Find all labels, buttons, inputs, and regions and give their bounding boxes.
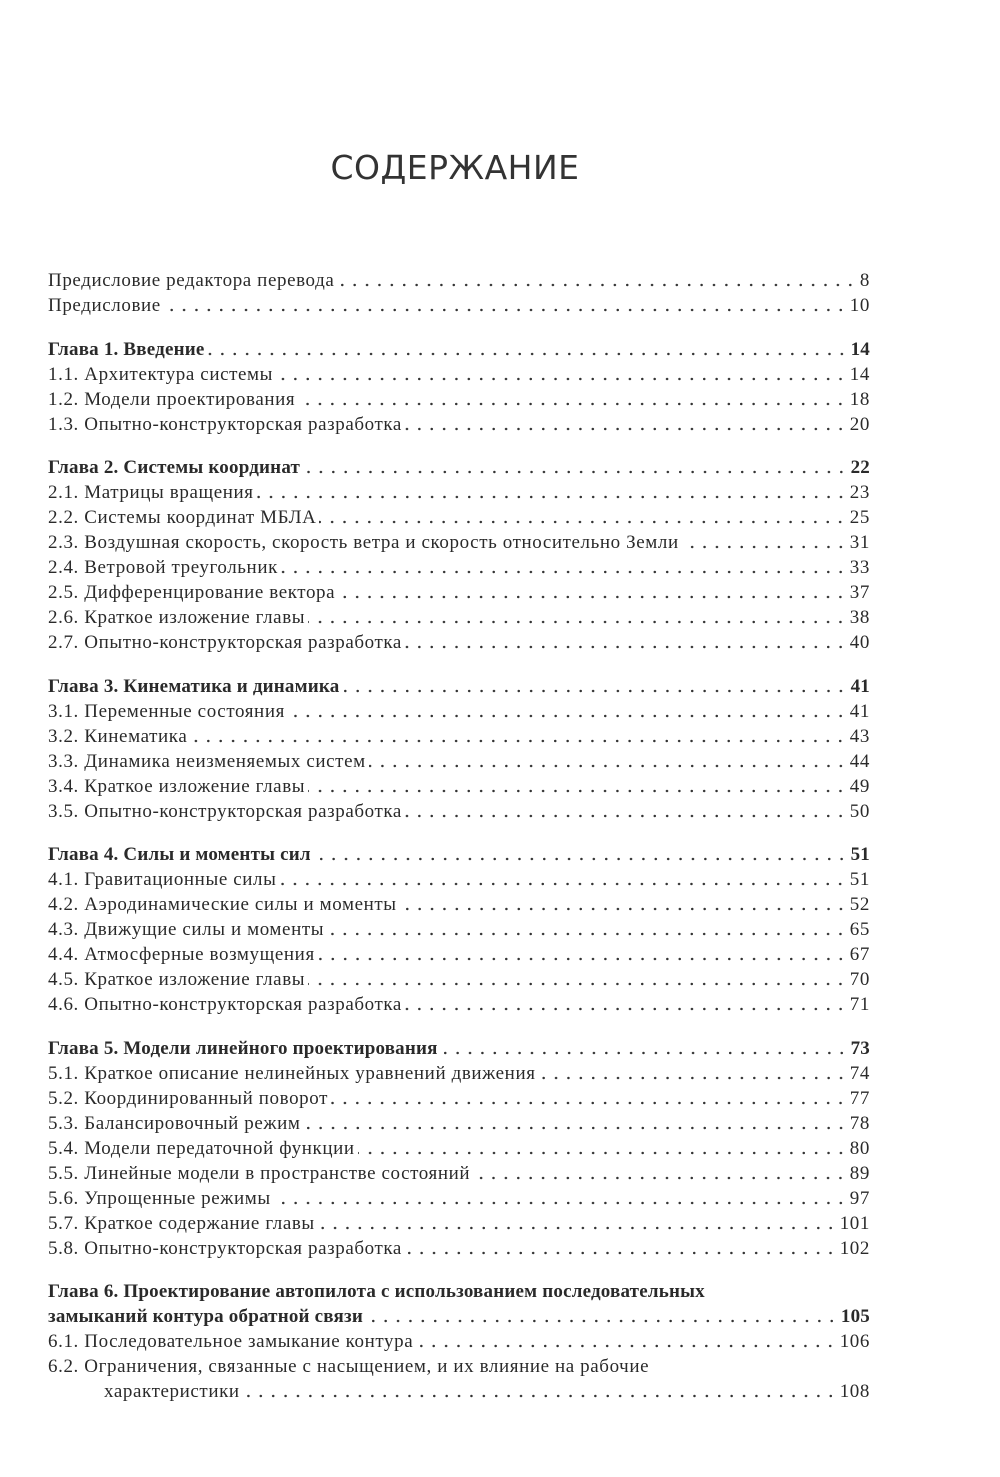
toc-entry <box>48 1329 870 1354</box>
toc-entry <box>48 630 870 655</box>
entry-title: 5.6. Упрощенные режимы <box>48 1187 271 1209</box>
toc-entry <box>48 293 870 318</box>
toc-entry <box>48 724 870 749</box>
page-number: 8 <box>859 270 870 291</box>
toc-entry <box>48 992 870 1017</box>
dot-leader <box>314 857 848 861</box>
entry-title: 2.6. Краткое изложение главы <box>48 607 306 628</box>
page-number: 23 <box>849 482 870 503</box>
entry-title: 4.4. Атмосферные возмущения <box>48 944 315 965</box>
toc-chapter-entry <box>48 1304 870 1329</box>
toc-entry <box>48 605 870 630</box>
toc-entry <box>48 774 870 799</box>
entry-title: 2.1. Матрицы вращения <box>48 482 254 503</box>
page-number: 51 <box>850 844 870 865</box>
page-number: 77 <box>849 1087 870 1109</box>
dot-leader <box>682 545 847 549</box>
entry-title: 2.3. Воздушная скорость, скорость ветра и скорость относительно Земли <box>48 532 679 553</box>
toc-group <box>48 1279 870 1404</box>
entry-title: Глава 6. Проектирование автопилота с использованием последовательных <box>48 1281 705 1302</box>
entry-title: 6.1. Последовательное замыкание контура <box>48 1331 414 1352</box>
page-number: 74 <box>849 1062 870 1084</box>
entry-title: Глава 1. Введение <box>48 338 205 360</box>
entry-title: 2.5. Дифференцирование вектора <box>48 582 336 603</box>
toc-chapter-entry <box>48 337 870 362</box>
dot-leader <box>308 982 847 986</box>
dot-leader <box>400 907 847 911</box>
page-number: 31 <box>849 532 870 553</box>
page-title: СОДЕРЖАНИЕ <box>330 148 580 187</box>
page-number: 20 <box>849 413 870 435</box>
dot-leader <box>308 620 847 624</box>
toc-entry <box>48 480 870 505</box>
page-number: 37 <box>849 582 870 603</box>
toc-entry <box>48 1061 870 1086</box>
toc-entry <box>48 1161 870 1186</box>
page-number: 78 <box>849 1112 870 1134</box>
toc-entry <box>48 1236 870 1261</box>
toc-group <box>48 674 870 824</box>
page-number: 14 <box>849 363 870 385</box>
entry-title: 5.3. Балансировочный режим <box>48 1112 301 1134</box>
entry-title: 4.2. Аэродинамические силы и моменты <box>48 894 397 915</box>
dot-leader <box>337 283 856 287</box>
page-number: 102 <box>839 1237 870 1259</box>
toc-group <box>48 337 870 437</box>
entry-title: 5.1. Краткое описание нелинейных уравнений движения <box>48 1062 536 1084</box>
entry-title: 2.7. Опытно-конструкторская разработка <box>48 632 402 653</box>
page-number: 52 <box>849 894 870 915</box>
entry-title: 3.4. Краткое изложение главы <box>48 775 306 797</box>
entry-title: 5.2. Координированный поворот <box>48 1087 329 1109</box>
dot-leader <box>318 957 847 961</box>
entry-title: 5.4. Модели передаточной функции <box>48 1137 355 1159</box>
dot-leader <box>164 308 847 312</box>
entry-title: Глава 4. Силы и моменты сил <box>48 844 311 865</box>
dot-leader <box>288 714 847 718</box>
page-number: 106 <box>839 1331 870 1352</box>
entry-title: 2.2. Системы координат МБЛА <box>48 507 317 528</box>
page-number: 97 <box>849 1187 870 1209</box>
toc-chapter-entry <box>48 842 870 867</box>
page-number: 41 <box>850 675 870 697</box>
entry-title: Глава 2. Системы координат <box>48 457 301 478</box>
page-number: 44 <box>849 750 870 772</box>
dot-leader <box>473 1176 847 1180</box>
dot-leader <box>298 402 847 406</box>
toc-entry <box>48 749 870 774</box>
toc-entry <box>48 942 870 967</box>
toc-group <box>48 842 870 1017</box>
toc-chapter-entry <box>48 455 870 480</box>
entry-title: 4.1. Гравитационные силы <box>48 869 277 890</box>
toc-entry <box>48 412 870 437</box>
page-number: 43 <box>849 725 870 747</box>
entry-title: 5.7. Краткое содержание главы <box>48 1212 315 1234</box>
page-number: 49 <box>849 775 870 797</box>
dot-leader <box>243 1394 837 1398</box>
dot-leader <box>308 789 847 793</box>
toc-group <box>48 455 870 655</box>
toc-entry <box>48 917 870 942</box>
page-number: 65 <box>849 919 870 940</box>
toc-entry <box>48 1111 870 1136</box>
entry-title: характеристики <box>104 1381 240 1402</box>
dot-leader <box>190 739 846 743</box>
entry-title: 1.3. Опытно-конструкторская разработка <box>48 413 402 435</box>
toc-entry <box>48 1354 870 1379</box>
toc-group <box>48 1036 870 1261</box>
page-number: 10 <box>849 295 870 316</box>
dot-leader <box>208 352 848 356</box>
dot-leader <box>405 427 847 431</box>
page-number: 50 <box>849 800 870 822</box>
entry-title: Глава 5. Модели линейного проектирования <box>48 1037 438 1059</box>
table-of-contents <box>48 268 870 1423</box>
page-number: 70 <box>849 969 870 990</box>
page-number: 108 <box>839 1381 870 1402</box>
toc-chapter-entry <box>48 1279 870 1304</box>
dot-leader <box>405 1251 837 1255</box>
toc-entry <box>48 699 870 724</box>
toc-entry <box>48 555 870 580</box>
toc-entry <box>48 1186 870 1211</box>
toc-entry <box>48 967 870 992</box>
page-number: 25 <box>849 507 870 528</box>
page-number: 38 <box>849 607 870 628</box>
dot-leader <box>369 764 847 768</box>
entry-title: Предисловие <box>48 295 161 316</box>
dot-leader <box>276 377 847 381</box>
page-number: 89 <box>849 1162 870 1184</box>
toc-entry <box>48 1379 870 1404</box>
entry-title: 3.5. Опытно-конструкторская разработка <box>48 800 402 822</box>
entry-title: 4.5. Краткое изложение главы <box>48 969 306 990</box>
page-number: 71 <box>849 994 870 1015</box>
dot-leader <box>303 470 848 474</box>
toc-entry <box>48 362 870 387</box>
entry-title: 4.6. Опытно-конструкторская разработка <box>48 994 402 1015</box>
entry-title: 5.8. Опытно-конструкторская разработка <box>48 1237 402 1259</box>
page-number: 80 <box>849 1137 870 1159</box>
dot-leader <box>274 1201 847 1205</box>
entry-title: 1.1. Архитектура системы <box>48 363 274 385</box>
toc-entry <box>48 867 870 892</box>
dot-leader <box>319 520 846 524</box>
page-number: 22 <box>850 457 870 478</box>
entry-title: 2.4. Ветровой треугольник <box>48 557 278 578</box>
toc-entry <box>48 1086 870 1111</box>
entry-title: 3.2. Кинематика <box>48 725 188 747</box>
dot-leader <box>257 495 847 499</box>
dot-leader <box>366 1319 838 1323</box>
page-number: 73 <box>850 1037 870 1059</box>
page-number: 33 <box>849 557 870 578</box>
entry-title: 4.3. Движущие силы и моменты <box>48 919 325 940</box>
page-number: 67 <box>849 944 870 965</box>
entry-title: замыканий контура обратной связи <box>48 1306 363 1327</box>
toc-chapter-entry <box>48 674 870 699</box>
entry-title: 6.2. Ограничения, связанные с насыщением, и их влияние на рабочие <box>48 1356 650 1377</box>
page-number: 105 <box>840 1306 870 1327</box>
entry-title: 5.5. Линейные модели в пространстве состояний <box>48 1162 471 1184</box>
entry-title: Предисловие редактора перевода <box>48 270 335 291</box>
dot-leader <box>405 645 847 649</box>
toc-entry <box>48 580 870 605</box>
page-number: 40 <box>849 632 870 653</box>
toc-entry <box>48 268 870 293</box>
dot-leader <box>416 1344 836 1348</box>
page-number: 14 <box>850 338 870 360</box>
dot-leader <box>405 1007 847 1011</box>
toc-entry <box>48 1211 870 1236</box>
entry-title: Глава 3. Кинематика и динамика <box>48 675 340 697</box>
dot-leader <box>331 1101 847 1105</box>
entry-title: 3.3. Динамика неизменяемых систем <box>48 750 366 772</box>
dot-leader <box>304 1126 847 1130</box>
toc-entry <box>48 530 870 555</box>
dot-leader <box>342 689 847 693</box>
toc-entry <box>48 892 870 917</box>
dot-leader <box>539 1076 847 1080</box>
dot-leader <box>318 1226 837 1230</box>
toc-chapter-entry <box>48 1036 870 1061</box>
dot-leader <box>327 932 847 936</box>
dot-leader <box>281 570 847 574</box>
toc-entry <box>48 505 870 530</box>
dot-leader <box>279 882 846 886</box>
dot-leader <box>405 814 847 818</box>
page-number: 51 <box>849 869 870 890</box>
entry-title: 1.2. Модели проектирования <box>48 388 296 410</box>
entry-title: 3.1. Переменные состояния <box>48 700 285 722</box>
dot-leader <box>338 595 847 599</box>
dot-leader <box>441 1051 848 1055</box>
toc-group <box>48 268 870 318</box>
toc-entry <box>48 799 870 824</box>
page-number: 18 <box>849 388 870 410</box>
toc-entry <box>48 1136 870 1161</box>
page-number: 101 <box>839 1212 870 1234</box>
page-number: 41 <box>849 700 870 722</box>
dot-leader <box>358 1151 847 1155</box>
toc-entry <box>48 387 870 412</box>
